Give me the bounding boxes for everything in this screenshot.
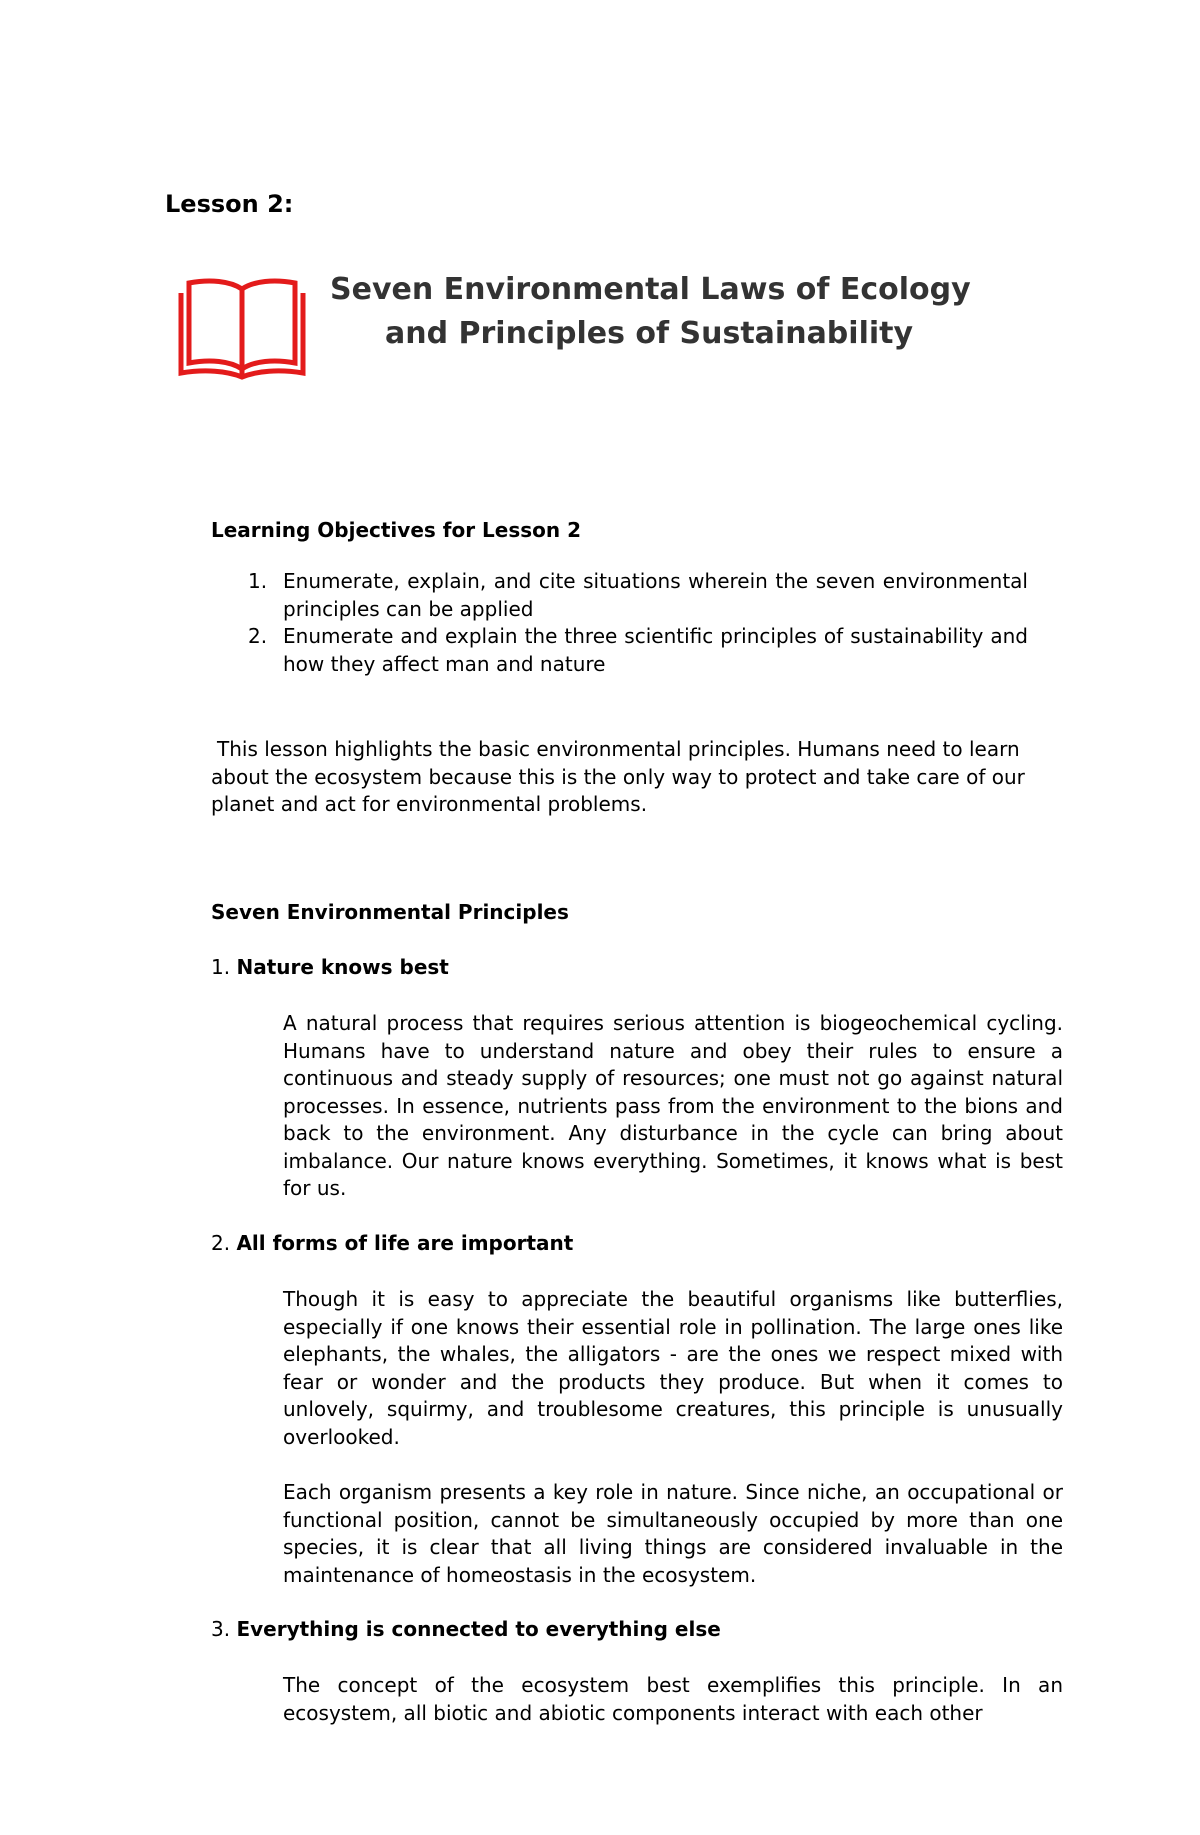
open-book-icon bbox=[175, 275, 310, 380]
principle-number: 2. bbox=[211, 1231, 231, 1255]
principle-paragraph: Though it is easy to appreciate the beautiful organisms like butterflies, especially if one knows their essential role in pollination. The large ones like elephants, the whales, the alligators - are the ones we respect mixed with fear or wonder and the products they produce. But when it comes to unlovely, squirmy, and troublesome creatures, this principle is unusually overlooked. bbox=[283, 1287, 1063, 1449]
principle-heading bbox=[211, 955, 449, 979]
section-heading: Seven Environmental Principles bbox=[211, 900, 569, 924]
principle-paragraph: A natural process that requires serious attention is biogeochemical cycling. Humans have to understand nature and obey their rules to ensure a continuous and steady supply of resources; one must not go against natural processes. In essence, nutrients pass from the environment to the bions and back to the environment. Any disturbance in the cycle can bring about imbalance. Our nature knows everything. Sometimes, it knows what is best for us. bbox=[283, 1011, 1063, 1200]
title-line-1: Seven Environmental Laws of Ecology bbox=[330, 272, 971, 307]
objectives-heading: Learning Objectives for Lesson 2 bbox=[211, 518, 581, 542]
objectives-list bbox=[248, 568, 1028, 678]
objective-item bbox=[248, 568, 1028, 623]
principle-title: Everything is connected to everything else bbox=[236, 1617, 721, 1641]
objective-number: 2. bbox=[248, 624, 268, 648]
objective-text: Enumerate and explain the three scientific principles of sustainability and how they affect man and nature bbox=[283, 624, 1028, 676]
principle-number: 3. bbox=[211, 1617, 231, 1641]
principle-title: All forms of life are important bbox=[236, 1231, 574, 1255]
principle-paragraph: The concept of the ecosystem best exemplifies this principle. In an ecosystem, all biotic and abiotic components interact with each other bbox=[283, 1673, 1063, 1725]
title-line-2: and Principles of Sustainability bbox=[385, 316, 914, 351]
principle-title: Nature knows best bbox=[236, 955, 449, 979]
lesson-label: Lesson 2: bbox=[165, 190, 294, 218]
objective-number: 1. bbox=[248, 569, 268, 593]
objective-text: Enumerate, explain, and cite situations wherein the seven environmental principles can be applied bbox=[283, 569, 1028, 621]
principle-number: 1. bbox=[211, 955, 231, 979]
objective-item bbox=[248, 623, 1028, 678]
intro-paragraph: This lesson highlights the basic environmental principles. Humans need to learn about the ecosystem because this is the only way to protect and take care of our planet and act for environmental problems. bbox=[211, 737, 1025, 816]
principle-heading bbox=[211, 1231, 573, 1255]
principle-paragraph: Each organism presents a key role in nature. Since niche, an occupational or functional position, cannot be simultaneously occupied by more than one species, it is clear that all living things are considered invaluable in the maintenance of homeostasis in the ecosystem. bbox=[283, 1480, 1063, 1587]
principle-heading bbox=[211, 1617, 721, 1641]
lesson-title bbox=[330, 268, 971, 356]
